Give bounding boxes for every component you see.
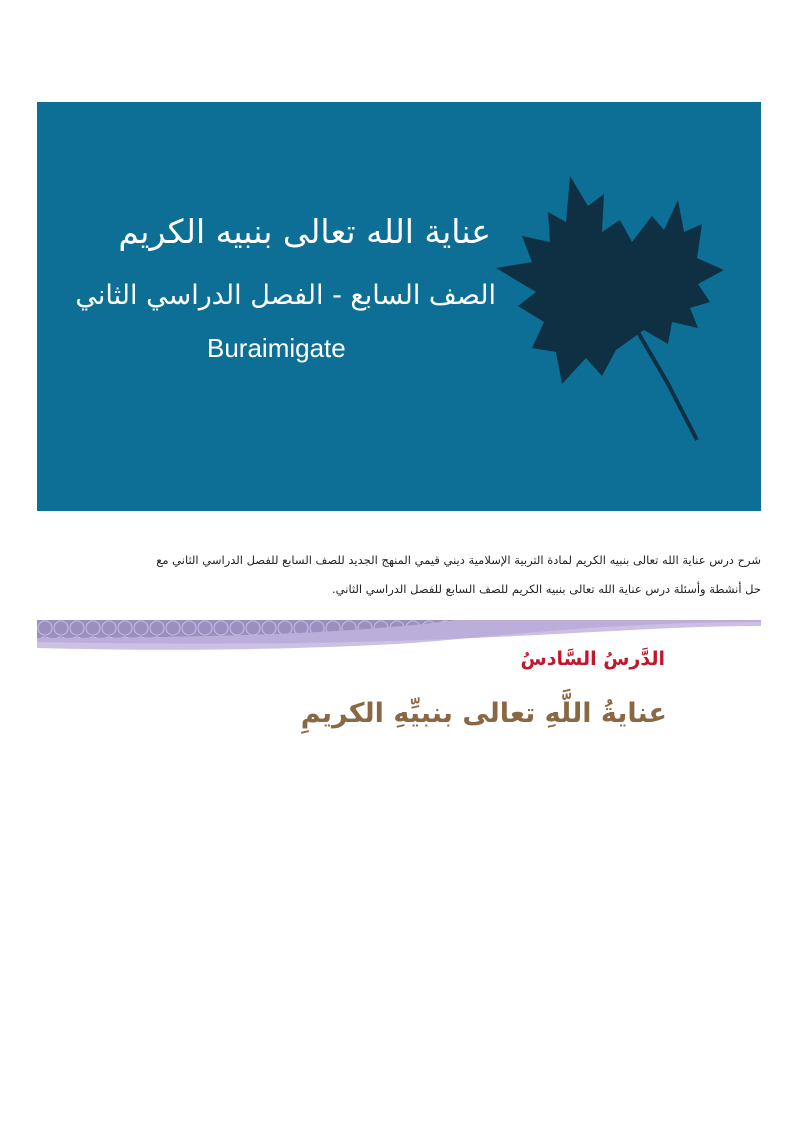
cover-banner [37,102,761,511]
description-line-1: شرح درس عناية الله تعالى بنبيه الكريم لمادة التربية الإسلامية ديني قيمي المنهج الجديد للصف السابع للفصل الدراسي الثاني مع [156,553,761,567]
lesson-number: الدَّرسُ السَّادسُ [520,648,665,670]
textbook-excerpt [37,620,761,740]
cover-brand: Buraimigate [207,333,346,363]
description-line-2: حل أنشطة وأسئلة درس عناية الله تعالى بنبيه الكريم للصف السابع للفصل الدراسي الثاني. [332,582,761,596]
cover-title: عناية الله تعالى بنبيه الكريم [118,212,491,251]
lesson-title: عنايةُ اللَّهِ تعالى بنبيِّهِ الكريمِ [300,698,667,729]
maple-leaf-icon [492,172,752,442]
lesson-description [37,546,761,604]
cover-subtitle: الصف السابع - الفصل الدراسي الثاني [75,280,496,311]
